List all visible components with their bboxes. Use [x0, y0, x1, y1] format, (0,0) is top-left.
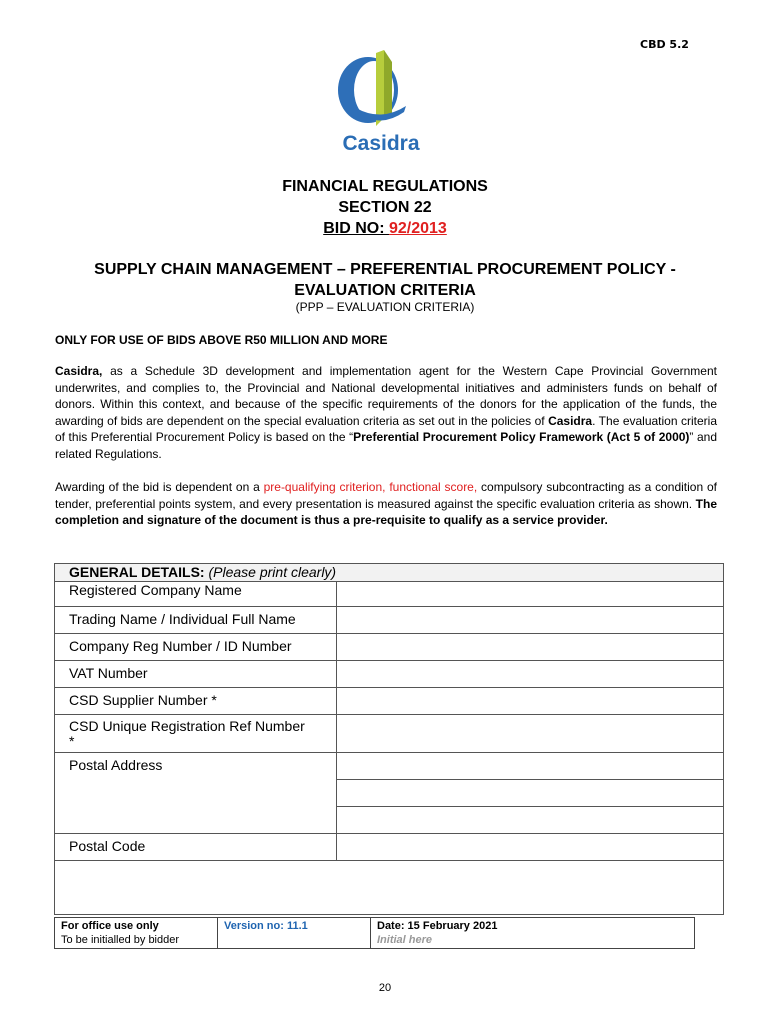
- bid-label: BID NO:: [323, 220, 389, 237]
- title-line1: FINANCIAL REGULATIONS: [282, 178, 488, 195]
- reg-number-field[interactable]: [337, 634, 724, 661]
- postal-address-line2[interactable]: [337, 780, 724, 807]
- reg-number-label: Company Reg Number / ID Number: [55, 634, 337, 661]
- vat-field[interactable]: [337, 661, 724, 688]
- csd-supplier-label: CSD Supplier Number *: [55, 688, 337, 715]
- company-name: Casidra,: [55, 364, 103, 378]
- blank-row: [55, 861, 724, 915]
- postal-address-line3[interactable]: [337, 807, 724, 834]
- trading-name-field[interactable]: [337, 607, 724, 634]
- general-details-table: [54, 563, 724, 915]
- criteria-highlight: pre-qualifying criterion, functional score,: [263, 480, 478, 494]
- csd-unique-label: CSD Unique Registration Ref Number *: [55, 715, 337, 753]
- csd-supplier-field[interactable]: [337, 688, 724, 715]
- date-label: Date: 15 February 2021: [377, 920, 498, 932]
- footer-table: [54, 917, 695, 949]
- general-details-heading: GENERAL DETAILS: (Please print clearly): [55, 564, 724, 582]
- logo-text: Casidra: [342, 132, 420, 155]
- main-title-line2: EVALUATION CRITERIA: [294, 282, 476, 299]
- company-name-label: Registered Company Name: [55, 582, 337, 607]
- subtitle: (PPP – EVALUATION CRITERIA): [295, 300, 475, 314]
- postal-address-line1[interactable]: [337, 753, 724, 780]
- page-number: 20: [378, 982, 392, 994]
- postal-code-label: Postal Code: [55, 834, 337, 861]
- notice: ONLY FOR USE OF BIDS ABOVE R50 MILLION AND MORE: [55, 333, 388, 347]
- casidra-logo: [326, 48, 436, 158]
- office-use-label: For office use only: [61, 920, 159, 932]
- bid-number-line: [0, 218, 770, 239]
- postal-address-label: Postal Address: [55, 753, 337, 834]
- intro-paragraph: Casidra, as a Schedule 3D development and implementation agent for the Western Cape Provincial Government underwrites, and complies to, the Provincial and National developmental initiatives and administers funds on behalf of donors. Within this context, and because of the specific requirements of the donors for the application of the funds, the awarding of bids are dependent on the special evaluation criteria as set out in the policies of Casidra. The evaluation criteria of this Preferential Procurement Policy is based on the “Preferential Procurement Policy Framework (Act 5 of 2000)” and related Regulations.: [55, 364, 717, 461]
- trading-name-label: Trading Name / Individual Full Name: [55, 607, 337, 634]
- csd-unique-field[interactable]: [337, 715, 724, 753]
- initial-here-field[interactable]: Initial here: [377, 934, 433, 946]
- initialled-label: To be initialled by bidder: [61, 934, 180, 946]
- form-code: CBD 5.2: [640, 38, 689, 51]
- award-paragraph: Awarding of the bid is dependent on a pre-qualifying criterion, functional score, compulsory subcontracting as a condition of tender, preferential points system, and every presentation is measured against the specific evaluation criteria as shown. The completion and signature of the document is thus a pre-requisite to qualify as a service provider.: [55, 480, 717, 527]
- version-label: Version no: 11.1: [218, 918, 371, 949]
- main-title-line1: SUPPLY CHAIN MANAGEMENT – PREFERENTIAL PROCUREMENT POLICY -: [94, 261, 676, 278]
- postal-code-field[interactable]: [337, 834, 724, 861]
- vat-label: VAT Number: [55, 661, 337, 688]
- bid-number: 92/2013: [388, 220, 447, 237]
- company-name-field[interactable]: [337, 582, 724, 607]
- title-line2: SECTION 22: [338, 199, 432, 216]
